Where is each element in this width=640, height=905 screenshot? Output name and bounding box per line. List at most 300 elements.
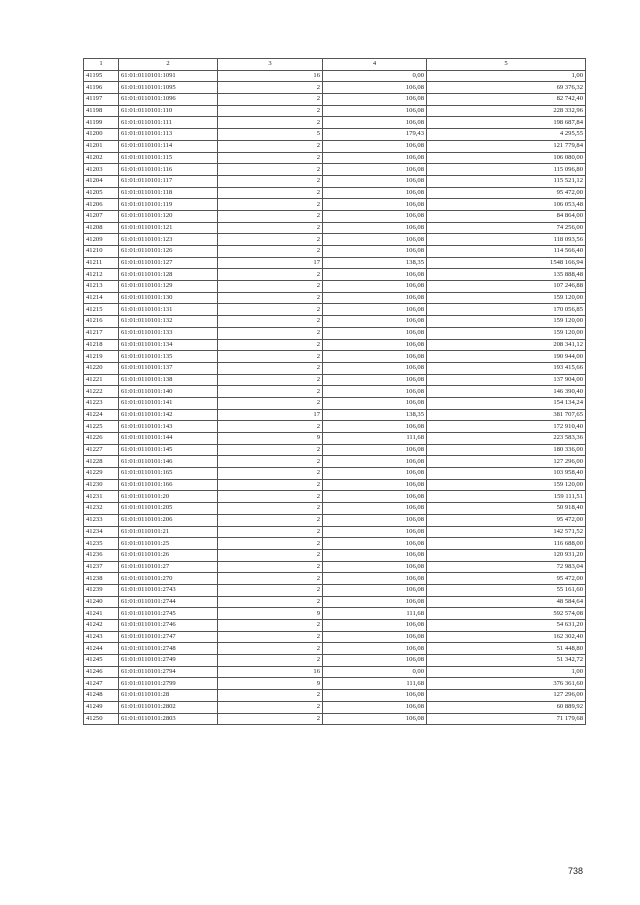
table-cell: 2	[218, 386, 323, 398]
table-cell: 61:01:0110101:119	[119, 199, 218, 211]
table-cell: 61:01:0110101:113	[119, 129, 218, 141]
table-cell: 2	[218, 643, 323, 655]
table-cell: 41220	[84, 362, 119, 374]
table-cell: 61:01:0110101:2744	[119, 596, 218, 608]
table-cell: 41201	[84, 140, 119, 152]
table-cell: 106,08	[323, 82, 427, 94]
table-cell: 159 120,00	[427, 479, 586, 491]
table-row	[84, 199, 586, 211]
table-cell: 137 904,00	[427, 374, 586, 386]
table-cell: 106,08	[323, 584, 427, 596]
table-cell: 106 053,48	[427, 199, 586, 211]
table-cell: 41208	[84, 222, 119, 234]
table-cell: 61:01:0110101:128	[119, 269, 218, 281]
table-row	[84, 105, 586, 117]
table-cell: 2	[218, 234, 323, 246]
table-cell: 2	[218, 117, 323, 129]
data-table	[83, 58, 586, 725]
table-cell: 61:01:0110101:144	[119, 433, 218, 445]
table-cell: 193 415,66	[427, 362, 586, 374]
table-cell: 106,08	[323, 444, 427, 456]
table-cell: 159 120,00	[427, 316, 586, 328]
table-cell: 106,08	[323, 374, 427, 386]
table-cell: 127 296,00	[427, 456, 586, 468]
table-row	[84, 421, 586, 433]
table-cell: 41247	[84, 678, 119, 690]
table-cell: 41216	[84, 316, 119, 328]
table-cell: 208 341,12	[427, 339, 586, 351]
table-cell: 381 707,65	[427, 409, 586, 421]
table-cell: 106,08	[323, 281, 427, 293]
table-cell: 61:01:0110101:116	[119, 164, 218, 176]
table-row	[84, 339, 586, 351]
table-cell: 106,08	[323, 421, 427, 433]
table-row	[84, 187, 586, 199]
table-cell: 592 574,08	[427, 608, 586, 620]
table-row	[84, 655, 586, 667]
table-cell: 106,08	[323, 339, 427, 351]
table-cell: 41230	[84, 479, 119, 491]
table-cell: 179,43	[323, 129, 427, 141]
table-cell: 2	[218, 713, 323, 725]
table-body	[84, 70, 586, 725]
column-header: 5	[427, 59, 586, 71]
table-row	[84, 701, 586, 713]
table-row	[84, 491, 586, 503]
table-cell: 61:01:0110101:25	[119, 538, 218, 550]
table-cell: 2	[218, 210, 323, 222]
table-cell: 17	[218, 409, 323, 421]
table-cell: 41236	[84, 549, 119, 561]
table-cell: 61:01:0110101:2794	[119, 666, 218, 678]
table-row	[84, 526, 586, 538]
table-cell: 2	[218, 316, 323, 328]
table-cell: 2	[218, 690, 323, 702]
column-header: 3	[218, 59, 323, 71]
table-cell: 2	[218, 549, 323, 561]
table-cell: 61:01:0110101:206	[119, 514, 218, 526]
table-cell: 1,00	[427, 70, 586, 82]
table-cell: 61:01:0110101:2799	[119, 678, 218, 690]
table-row	[84, 643, 586, 655]
table-cell: 106,08	[323, 479, 427, 491]
table-cell: 106,08	[323, 316, 427, 328]
table-cell: 2	[218, 281, 323, 293]
table-cell: 69 376,32	[427, 82, 586, 94]
table-cell: 17	[218, 257, 323, 269]
table-row	[84, 304, 586, 316]
table-cell: 61:01:0110101:21	[119, 526, 218, 538]
table-cell: 1,00	[427, 666, 586, 678]
table-cell: 61:01:0110101:166	[119, 479, 218, 491]
table-row	[84, 362, 586, 374]
table-row	[84, 397, 586, 409]
table-cell: 41209	[84, 234, 119, 246]
table-cell: 138,35	[323, 409, 427, 421]
table-cell: 41202	[84, 152, 119, 164]
table-cell: 41249	[84, 701, 119, 713]
table-row	[84, 140, 586, 152]
table-cell: 61:01:0110101:133	[119, 327, 218, 339]
table-cell: 2	[218, 701, 323, 713]
table-cell: 61:01:0110101:132	[119, 316, 218, 328]
table-cell: 2	[218, 269, 323, 281]
table-cell: 74 256,00	[427, 222, 586, 234]
table-cell: 2	[218, 292, 323, 304]
table-cell: 121 779,84	[427, 140, 586, 152]
table-cell: 41223	[84, 397, 119, 409]
table-cell: 41232	[84, 503, 119, 515]
table-cell: 54 631,20	[427, 620, 586, 632]
table-cell: 41205	[84, 187, 119, 199]
table-cell: 61:01:0110101:118	[119, 187, 218, 199]
table-row	[84, 503, 586, 515]
table-row	[84, 444, 586, 456]
table-cell: 106,08	[323, 468, 427, 480]
table-cell: 41238	[84, 573, 119, 585]
table-cell: 61:01:0110101:2745	[119, 608, 218, 620]
table-cell: 106,08	[323, 514, 427, 526]
table-cell: 106,08	[323, 246, 427, 258]
table-cell: 41245	[84, 655, 119, 667]
table-cell: 41199	[84, 117, 119, 129]
table-cell: 41237	[84, 561, 119, 573]
table-row	[84, 222, 586, 234]
table-cell: 103 958,40	[427, 468, 586, 480]
table-cell: 106,08	[323, 526, 427, 538]
table-cell: 0,00	[323, 70, 427, 82]
table-cell: 61:01:0110101:140	[119, 386, 218, 398]
table-cell: 61:01:0110101:134	[119, 339, 218, 351]
table-cell: 106,08	[323, 573, 427, 585]
table-row	[84, 608, 586, 620]
table-cell: 51 342,72	[427, 655, 586, 667]
table-row	[84, 327, 586, 339]
table-cell: 61:01:0110101:146	[119, 456, 218, 468]
table-row	[84, 351, 586, 363]
table-row	[84, 631, 586, 643]
table-cell: 2	[218, 479, 323, 491]
table-cell: 2	[218, 246, 323, 258]
table-cell: 41228	[84, 456, 119, 468]
table-cell: 106,08	[323, 234, 427, 246]
table-cell: 106,08	[323, 690, 427, 702]
table-cell: 61:01:0110101:130	[119, 292, 218, 304]
table-cell: 61:01:0110101:165	[119, 468, 218, 480]
table-row	[84, 514, 586, 526]
table-row	[84, 234, 586, 246]
table-cell: 2	[218, 327, 323, 339]
table-cell: 61:01:0110101:27	[119, 561, 218, 573]
table-cell: 190 944,00	[427, 351, 586, 363]
table-cell: 41215	[84, 304, 119, 316]
table-cell: 2	[218, 397, 323, 409]
table-cell: 106,08	[323, 655, 427, 667]
table-cell: 106,08	[323, 701, 427, 713]
table-cell: 41231	[84, 491, 119, 503]
table-cell: 71 179,68	[427, 713, 586, 725]
column-header: 1	[84, 59, 119, 71]
table-cell: 2	[218, 631, 323, 643]
table-cell: 106,08	[323, 549, 427, 561]
table-row	[84, 152, 586, 164]
table-cell: 61:01:0110101:205	[119, 503, 218, 515]
table-row	[84, 584, 586, 596]
table-cell: 82 742,40	[427, 94, 586, 106]
table-cell: 116 688,00	[427, 538, 586, 550]
table-row	[84, 713, 586, 725]
table-cell: 84 864,00	[427, 210, 586, 222]
table-cell: 106,08	[323, 210, 427, 222]
table-cell: 41203	[84, 164, 119, 176]
table-row	[84, 210, 586, 222]
table-row	[84, 70, 586, 82]
table-cell: 50 918,40	[427, 503, 586, 515]
table-cell: 2	[218, 105, 323, 117]
table-cell: 115 521,12	[427, 175, 586, 187]
table-cell: 0,00	[323, 666, 427, 678]
table-row	[84, 269, 586, 281]
table-cell: 41240	[84, 596, 119, 608]
table-cell: 61:01:0110101:2749	[119, 655, 218, 667]
table-cell: 2	[218, 199, 323, 211]
table-cell: 95 472,00	[427, 514, 586, 526]
table-cell: 106,08	[323, 596, 427, 608]
table-cell: 61:01:0110101:145	[119, 444, 218, 456]
table-cell: 41246	[84, 666, 119, 678]
page-number: 738	[567, 866, 583, 876]
table-cell: 61:01:0110101:137	[119, 362, 218, 374]
table-cell: 41235	[84, 538, 119, 550]
table-cell: 61:01:0110101:26	[119, 549, 218, 561]
table-cell: 111,68	[323, 608, 427, 620]
table-cell: 41197	[84, 94, 119, 106]
table-cell: 61:01:0110101:270	[119, 573, 218, 585]
table-cell: 135 888,48	[427, 269, 586, 281]
table-cell: 41229	[84, 468, 119, 480]
table-cell: 9	[218, 433, 323, 445]
table-cell: 106,08	[323, 140, 427, 152]
table-cell: 170 056,85	[427, 304, 586, 316]
table-cell: 2	[218, 538, 323, 550]
table-cell: 2	[218, 421, 323, 433]
table-cell: 2	[218, 175, 323, 187]
table-row	[84, 549, 586, 561]
table-cell: 2	[218, 514, 323, 526]
table-row	[84, 82, 586, 94]
table-cell: 106,08	[323, 538, 427, 550]
table-cell: 61:01:0110101:2748	[119, 643, 218, 655]
table-cell: 106,08	[323, 94, 427, 106]
table-cell: 2	[218, 573, 323, 585]
table-cell: 41239	[84, 584, 119, 596]
table-cell: 61:01:0110101:120	[119, 210, 218, 222]
table-cell: 106,08	[323, 386, 427, 398]
table-cell: 41196	[84, 82, 119, 94]
table-cell: 41195	[84, 70, 119, 82]
table-cell: 146 390,40	[427, 386, 586, 398]
table-cell: 41222	[84, 386, 119, 398]
table-cell: 9	[218, 678, 323, 690]
table-cell: 61:01:0110101:126	[119, 246, 218, 258]
table-cell: 41211	[84, 257, 119, 269]
table-cell: 61:01:0110101:143	[119, 421, 218, 433]
table-row	[84, 596, 586, 608]
table-row	[84, 281, 586, 293]
table-cell: 41213	[84, 281, 119, 293]
table-row	[84, 374, 586, 386]
table-cell: 159 120,00	[427, 327, 586, 339]
table-cell: 61:01:0110101:117	[119, 175, 218, 187]
table-cell: 5	[218, 129, 323, 141]
table-cell: 2	[218, 468, 323, 480]
table-cell: 61:01:0110101:1096	[119, 94, 218, 106]
table-cell: 48 584,64	[427, 596, 586, 608]
table-cell: 106,08	[323, 117, 427, 129]
table-cell: 41248	[84, 690, 119, 702]
table-cell: 106,08	[323, 292, 427, 304]
table-cell: 61:01:0110101:111	[119, 117, 218, 129]
table-cell: 2	[218, 304, 323, 316]
table-cell: 61:01:0110101:2747	[119, 631, 218, 643]
table-cell: 41200	[84, 129, 119, 141]
table-cell: 61:01:0110101:129	[119, 281, 218, 293]
table-row	[84, 316, 586, 328]
table-cell: 106,08	[323, 561, 427, 573]
table-row	[84, 129, 586, 141]
table-row	[84, 409, 586, 421]
table-row	[84, 257, 586, 269]
table-cell: 106,08	[323, 643, 427, 655]
table-cell: 61:01:0110101:110	[119, 105, 218, 117]
table-cell: 60 889,92	[427, 701, 586, 713]
table-cell: 111,68	[323, 433, 427, 445]
table-cell: 106,08	[323, 713, 427, 725]
table-cell: 41243	[84, 631, 119, 643]
table-row	[84, 690, 586, 702]
table-cell: 106,08	[323, 351, 427, 363]
table-cell: 61:01:0110101:138	[119, 374, 218, 386]
table-cell: 9	[218, 608, 323, 620]
table-cell: 127 296,00	[427, 690, 586, 702]
table-cell: 162 302,40	[427, 631, 586, 643]
table-cell: 41217	[84, 327, 119, 339]
table-cell: 61:01:0110101:135	[119, 351, 218, 363]
table-row	[84, 292, 586, 304]
table-row	[84, 94, 586, 106]
table-cell: 159 120,00	[427, 292, 586, 304]
table-cell: 41233	[84, 514, 119, 526]
table-cell: 2	[218, 526, 323, 538]
table-cell: 41224	[84, 409, 119, 421]
table-cell: 55 161,60	[427, 584, 586, 596]
table-cell: 106,08	[323, 362, 427, 374]
table-cell: 51 448,80	[427, 643, 586, 655]
header-row	[84, 59, 586, 71]
table-cell: 154 134,24	[427, 397, 586, 409]
table-cell: 106,08	[323, 456, 427, 468]
table-cell: 2	[218, 444, 323, 456]
table-cell: 376 361,60	[427, 678, 586, 690]
table-cell: 95 472,00	[427, 573, 586, 585]
table-cell: 106,08	[323, 397, 427, 409]
table-cell: 106,08	[323, 222, 427, 234]
table-cell: 2	[218, 82, 323, 94]
table-cell: 106,08	[323, 164, 427, 176]
table-row	[84, 538, 586, 550]
table-row	[84, 479, 586, 491]
table-cell: 106,08	[323, 304, 427, 316]
table-row	[84, 456, 586, 468]
table-cell: 61:01:0110101:131	[119, 304, 218, 316]
table-cell: 2	[218, 374, 323, 386]
table-row	[84, 164, 586, 176]
table-cell: 41207	[84, 210, 119, 222]
table-cell: 106,08	[323, 187, 427, 199]
table-cell: 61:01:0110101:1091	[119, 70, 218, 82]
table-row	[84, 246, 586, 258]
table-cell: 106 080,00	[427, 152, 586, 164]
table-cell: 61:01:0110101:2746	[119, 620, 218, 632]
table-cell: 61:01:0110101:2743	[119, 584, 218, 596]
table-cell: 41214	[84, 292, 119, 304]
table-cell: 107 246,88	[427, 281, 586, 293]
table-cell: 120 931,20	[427, 549, 586, 561]
table-cell: 4 295,55	[427, 129, 586, 141]
table-cell: 2	[218, 561, 323, 573]
table-cell: 61:01:0110101:1095	[119, 82, 218, 94]
table-cell: 138,35	[323, 257, 427, 269]
table-cell: 223 583,36	[427, 433, 586, 445]
table-cell: 106,08	[323, 620, 427, 632]
table-cell: 106,08	[323, 327, 427, 339]
table-cell: 2	[218, 152, 323, 164]
table-row	[84, 386, 586, 398]
table-cell: 2	[218, 655, 323, 667]
table-cell: 180 336,00	[427, 444, 586, 456]
table-cell: 106,08	[323, 269, 427, 281]
table-cell: 61:01:0110101:2802	[119, 701, 218, 713]
table-cell: 2	[218, 362, 323, 374]
table-cell: 95 472,00	[427, 187, 586, 199]
table-row	[84, 561, 586, 573]
table-cell: 115 096,80	[427, 164, 586, 176]
table-cell: 106,08	[323, 631, 427, 643]
table-cell: 61:01:0110101:142	[119, 409, 218, 421]
table-cell: 2	[218, 222, 323, 234]
table-cell: 61:01:0110101:20	[119, 491, 218, 503]
table-cell: 41250	[84, 713, 119, 725]
table-cell: 2	[218, 596, 323, 608]
table-cell: 142 571,52	[427, 526, 586, 538]
table-row	[84, 433, 586, 445]
table-cell: 2	[218, 187, 323, 199]
table-row	[84, 620, 586, 632]
table-cell: 2	[218, 456, 323, 468]
table-cell: 72 983,04	[427, 561, 586, 573]
table-cell: 41219	[84, 351, 119, 363]
table-cell: 41244	[84, 643, 119, 655]
table-cell: 41206	[84, 199, 119, 211]
table-cell: 61:01:0110101:121	[119, 222, 218, 234]
table-cell: 41221	[84, 374, 119, 386]
table-cell: 16	[218, 666, 323, 678]
table-cell: 106,08	[323, 199, 427, 211]
table-cell: 106,08	[323, 491, 427, 503]
table-cell: 41242	[84, 620, 119, 632]
table-cell: 228 332,96	[427, 105, 586, 117]
table-cell: 41212	[84, 269, 119, 281]
